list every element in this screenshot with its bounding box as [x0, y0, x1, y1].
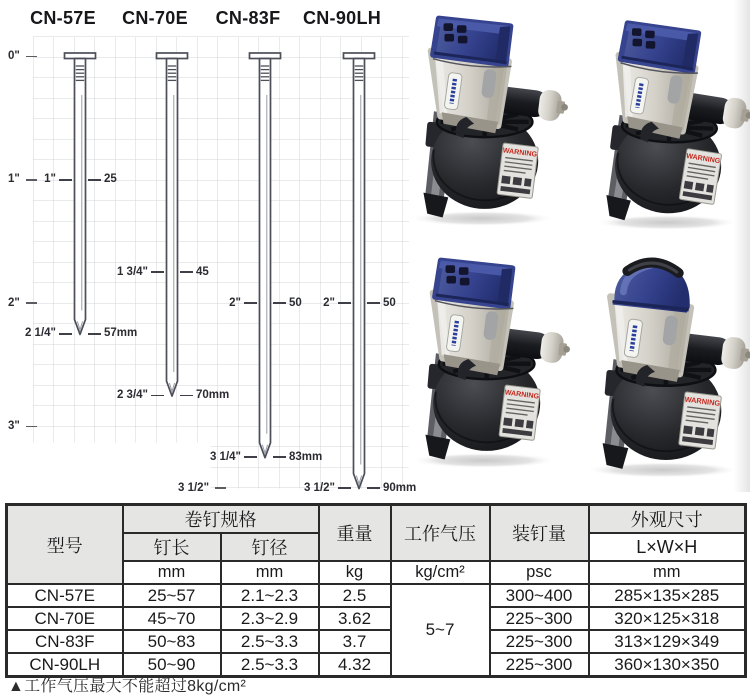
- unit-nail-diameter-mm: mm: [221, 561, 319, 584]
- ruler-tick-dash: [26, 56, 37, 58]
- cell-nail-diameter: 2.5~3.3: [221, 653, 319, 677]
- leader-dash: [367, 487, 380, 489]
- header-capacity: 装钉量: [490, 505, 589, 562]
- spec-row-CN-83F: [7, 630, 746, 653]
- unit-dimensions-mm: mm: [589, 561, 746, 584]
- ruler-tick-dash: [215, 487, 226, 489]
- header-model: 型号: [7, 505, 123, 585]
- product-photo-cn70e: [572, 14, 750, 232]
- nail-tip-label-inches: [117, 388, 164, 403]
- cell-capacity: 300~400: [490, 584, 589, 607]
- nail-mid-label-inches: [323, 296, 351, 311]
- label-text: 25: [104, 173, 117, 186]
- model-heading-CN-70E: CN-70E: [122, 8, 188, 28]
- nail-mid-label-inches: [117, 265, 164, 280]
- cell-nail-length: 50~83: [123, 630, 221, 653]
- cell-nail-length: 25~57: [123, 584, 221, 607]
- leader-dash: [180, 271, 193, 273]
- air-pressure-note: ▲工作气压最大不能超过8kg/cm²: [8, 678, 247, 695]
- nail-mid-label-mm: [88, 172, 117, 187]
- product-photo-cn57e: [386, 8, 568, 228]
- label-text: 2": [323, 296, 335, 309]
- ruler-tick: [8, 172, 37, 187]
- cell-nail-length: 45~70: [123, 607, 221, 630]
- header-air-pressure: 工作气压: [391, 505, 490, 562]
- cell-weight: 3.7: [319, 630, 391, 653]
- unit-weight-kg: kg: [319, 561, 391, 584]
- nail-mid-label-mm: [273, 296, 302, 311]
- nail-tip-label-inches: [210, 450, 257, 465]
- ruler-tick-label: 3 1/2": [178, 481, 210, 494]
- leader-dash: [88, 333, 101, 335]
- label-text: 3 1/4": [209, 450, 241, 463]
- spec-row-CN-57E: [7, 584, 746, 607]
- spec-row-CN-70E: [7, 607, 746, 630]
- leader-dash: [338, 302, 351, 304]
- ruler-tick-dash: [26, 179, 37, 181]
- leader-dash: [59, 179, 72, 181]
- cell-dimensions: 285×135×285: [589, 584, 746, 607]
- measurement-grid-main: [33, 37, 409, 443]
- header-nail-diameter: 钉径: [221, 533, 319, 561]
- leader-dash: [180, 395, 193, 397]
- nail-tip-label-mm: [273, 450, 322, 465]
- leader-dash: [244, 456, 257, 458]
- ruler-tick: [178, 481, 226, 496]
- header-dimensions: 外观尺寸: [589, 505, 746, 534]
- label-text: 83mm: [289, 450, 323, 463]
- cell-nail-diameter: 2.5~3.3: [221, 630, 319, 653]
- cell-dimensions: 313×129×349: [589, 630, 746, 653]
- product-photo-cn90lh: [564, 252, 750, 480]
- label-text: 2": [229, 296, 241, 309]
- cell-nail-diameter: 2.1~2.3: [221, 584, 319, 607]
- leader-dash: [151, 271, 164, 273]
- nail-mid-label-inches: [44, 172, 72, 187]
- cell-dimensions: 360×130×350: [589, 653, 746, 677]
- leader-dash: [338, 487, 351, 489]
- cell-nail-length: 50~90: [123, 653, 221, 677]
- leader-dash: [273, 456, 286, 458]
- nail-mid-label-mm: [180, 265, 209, 280]
- ruler-tick-label: 3": [8, 419, 20, 432]
- label-text: 50: [289, 296, 302, 309]
- leader-dash: [88, 179, 101, 181]
- nail-tip-label-inches: [25, 326, 72, 341]
- nail-tip-label-inches: [304, 481, 351, 496]
- cell-capacity: 225~300: [490, 630, 589, 653]
- label-text: 1": [44, 173, 56, 186]
- ruler-tick-label: 0": [8, 50, 20, 62]
- header-weight: 重量: [319, 505, 391, 562]
- cell-weight: 4.32: [319, 653, 391, 677]
- label-text: 2 1/4": [24, 327, 56, 340]
- cell-model: CN-90LH: [7, 653, 123, 677]
- nail-tip-label-mm: [180, 388, 229, 403]
- cell-dimensions: 320×125×318: [589, 607, 746, 630]
- ruler-tick: [8, 49, 37, 64]
- model-heading-CN-57E: CN-57E: [30, 8, 96, 28]
- ruler-tick: [8, 296, 37, 311]
- cell-capacity: 225~300: [490, 607, 589, 630]
- label-text: 90mm: [383, 481, 417, 494]
- unit-pressure-kgcm2: kg/cm²: [391, 561, 490, 584]
- model-heading-CN-90LH: CN-90LH: [302, 8, 382, 28]
- cell-nail-diameter: 2.3~2.9: [221, 607, 319, 630]
- nail-tip-label-mm: [367, 481, 416, 496]
- cell-weight: 3.62: [319, 607, 391, 630]
- cell-model: CN-57E: [7, 584, 123, 607]
- nail-mid-label-inches: [229, 296, 257, 311]
- cell-model: CN-83F: [7, 630, 123, 653]
- ruler-tick-dash: [26, 426, 37, 428]
- label-text: 1 3/4": [116, 265, 148, 278]
- nail-tip-label-mm: [88, 326, 137, 341]
- cell-weight: 2.5: [319, 584, 391, 607]
- label-text: 2 3/4": [116, 389, 148, 402]
- ruler-tick: [8, 419, 37, 434]
- unit-capacity-psc: psc: [490, 561, 589, 584]
- leader-dash: [273, 302, 286, 304]
- label-text: 3 1/2": [303, 481, 335, 494]
- product-photo-cn83f: [388, 250, 570, 470]
- spec-table: [5, 503, 747, 678]
- label-text: 50: [383, 296, 396, 309]
- header-coil-nail-spec: 卷钉规格: [123, 505, 319, 534]
- label-text: 70mm: [196, 389, 230, 402]
- leader-dash: [367, 302, 380, 304]
- cell-air-pressure-merged: 5~7: [391, 584, 490, 677]
- cell-capacity: 225~300: [490, 653, 589, 677]
- label-text: 45: [196, 265, 209, 278]
- unit-nail-length-mm: mm: [123, 561, 221, 584]
- ruler-tick-dash: [26, 302, 37, 304]
- model-heading-CN-83F: CN-83F: [215, 8, 281, 28]
- label-text: 57mm: [104, 327, 138, 340]
- leader-dash: [151, 395, 164, 397]
- ruler-tick-label: 1": [8, 173, 20, 186]
- header-lwh: L×W×H: [589, 533, 746, 561]
- cell-model: CN-70E: [7, 607, 123, 630]
- header-nail-length: 钉长: [123, 533, 221, 561]
- ruler-tick-label: 2": [8, 296, 20, 309]
- leader-dash: [244, 302, 257, 304]
- leader-dash: [59, 333, 72, 335]
- spec-table-section: [5, 503, 745, 678]
